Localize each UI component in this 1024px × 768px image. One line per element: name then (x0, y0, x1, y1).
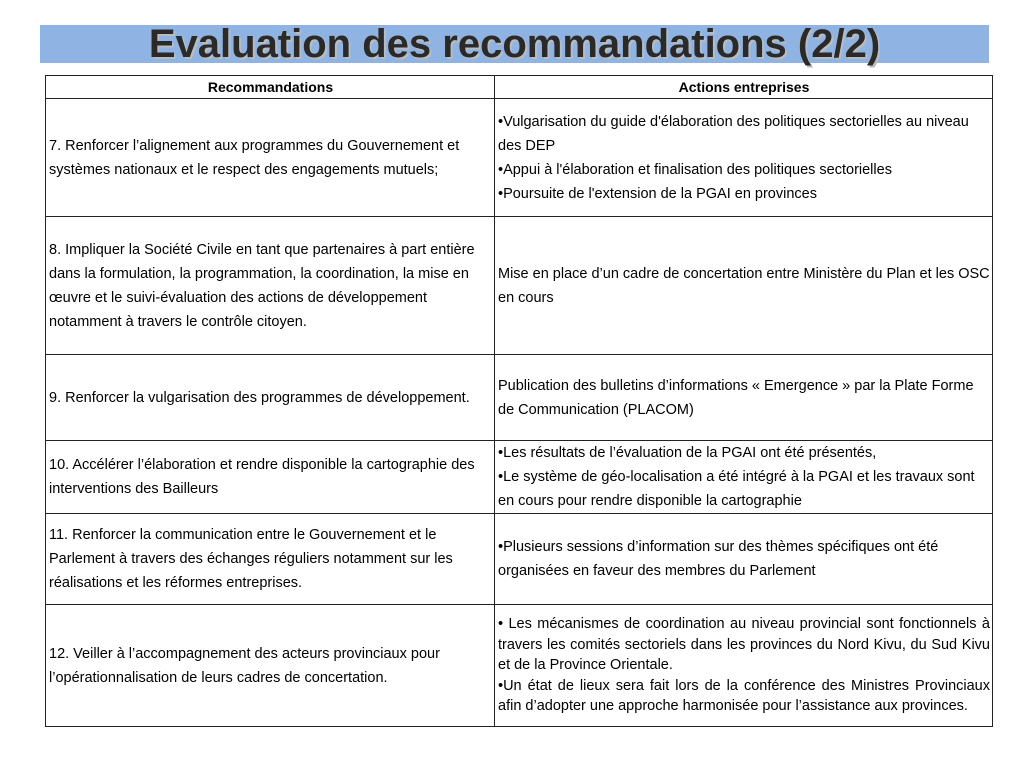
recommendation-cell: 9. Renforcer la vulgarisation des programmes de développement. (46, 355, 495, 441)
table-row (46, 514, 993, 605)
page-title: Evaluation des recommandations (2/2) (148, 22, 881, 66)
action-item: Mise en place d’un cadre de concertation entre Ministère du Plan et les OSC en cours (498, 265, 990, 306)
action-item: •Le système de géo-localisation a été intégré à la PGAI et les travaux sont en cours pour rendre disponible la cartographie (498, 469, 975, 509)
actions-cell (495, 99, 993, 217)
action-item: •Poursuite de l'extension de la PGAI en provinces (498, 185, 817, 202)
actions-cell (495, 441, 993, 514)
action-item: • Les mécanismes de coordination au niveau provincial sont fonctionnels à travers les comités sectoriels dans les provinces du Nord Kivu, du Sud Kivu et de la Province Orientale. (498, 616, 990, 674)
action-item: •Les résultats de l’évaluation de la PGAI ont été présentés, (498, 445, 877, 461)
recommendation-cell: 7. Renforcer l’alignement aux programmes du Gouvernement et systèmes nationaux et le respect des engagements mutuels; (46, 99, 495, 217)
action-item: •Un état de lieux sera fait lors de la conférence des Ministres Provinciaux afin d’adopter une approche harmonisée pour l’assistance aux provinces. (498, 677, 990, 715)
table-header-row (46, 76, 993, 99)
table-row (46, 605, 993, 727)
table-row (46, 217, 993, 355)
recommendation-cell: 11. Renforcer la communication entre le Gouvernement et le Parlement à travers des échanges réguliers notamment sur les réalisations et les réformes entreprises. (46, 514, 495, 605)
recommendation-cell: 8. Impliquer la Société Civile en tant que partenaires à part entière dans la formulation, la programmation, la coordination, la mise en œuvre et le suivi-évaluation des actions de développement notamment à travers le contrôle citoyen. (46, 217, 495, 355)
recommendation-cell: 10. Accélérer l’élaboration et rendre disponible la cartographie des interventions des Bailleurs (46, 441, 495, 514)
action-item: Publication des bulletins d’informations « Emergence » par la Plate Forme de Communication (PLACOM) (498, 377, 974, 418)
action-item: •Plusieurs sessions d’information sur des thèmes spécifiques ont été organisées en faveur des membres du Parlement (498, 539, 939, 579)
recommendation-cell: 12. Veiller à l’accompagnement des acteurs provinciaux pour l’opérationnalisation de leurs cadres de concertation. (46, 605, 495, 727)
action-item: •Vulgarisation du guide d'élaboration des politiques sectorielles au niveau des DEP (498, 113, 969, 154)
title-banner (40, 22, 989, 66)
actions-cell (495, 217, 993, 355)
recommendations-table (45, 75, 993, 727)
table-row (46, 441, 993, 514)
action-item: •Appui à l'élaboration et finalisation des politiques sectorielles (498, 161, 892, 178)
table-row (46, 99, 993, 217)
header-recommandations: Recommandations (46, 76, 495, 99)
table-row (46, 355, 993, 441)
actions-cell (495, 605, 993, 727)
header-actions: Actions entreprises (495, 76, 993, 99)
actions-cell (495, 355, 993, 441)
actions-cell (495, 514, 993, 605)
